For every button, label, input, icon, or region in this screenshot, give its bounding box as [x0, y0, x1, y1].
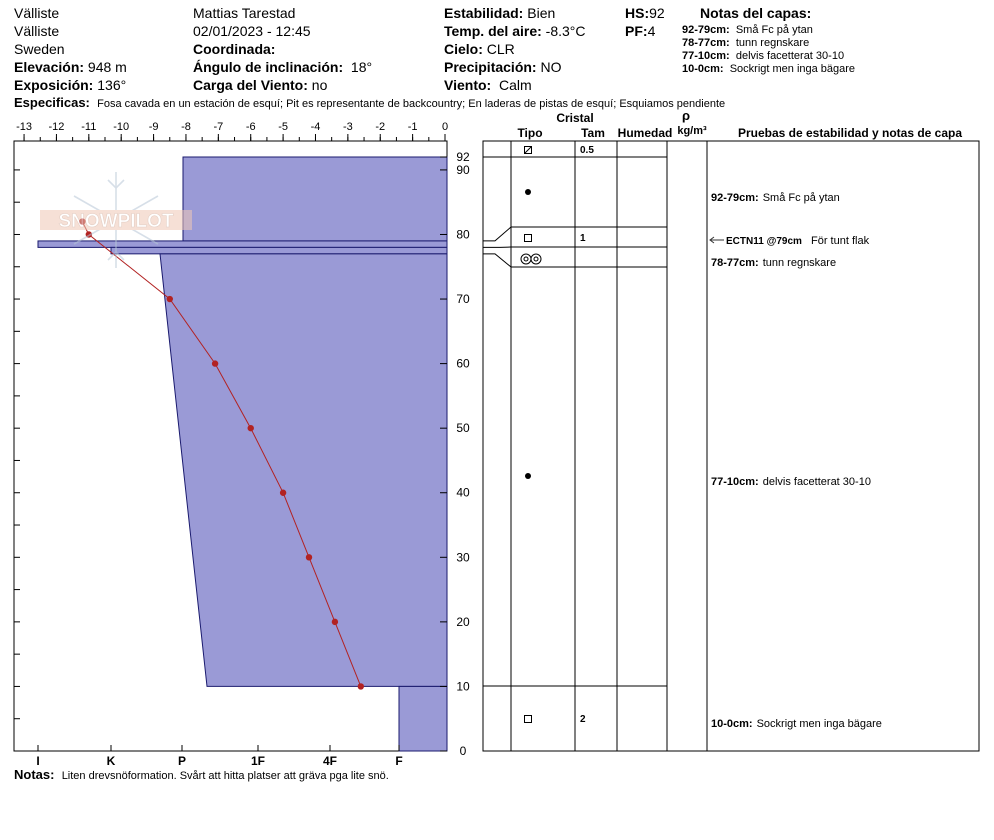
datetime: 02/01/2023 - 12:45 — [193, 23, 311, 39]
temperature-point — [332, 619, 338, 625]
aspect: Exposición: 136° — [14, 77, 127, 93]
country: Sweden — [14, 41, 65, 57]
stability-test-comment: För tunt flak — [811, 235, 870, 247]
layer-note-1: 92-79cm: Små Fc på ytan — [682, 24, 813, 36]
temp-tick-label: -12 — [48, 121, 65, 133]
depth-tick-label: 0 — [459, 744, 467, 758]
hardness-label: K — [106, 754, 116, 768]
temperature-point — [306, 554, 312, 560]
layer-note-3: 77-10cm: delvis facetterat 30-10 — [682, 50, 845, 62]
notes: Notas: Liten drevsnöformation. Svårt att hitta platser att gräva pga lite snö. — [14, 767, 389, 782]
header-tests: Pruebas de estabilidad y notas de capa — [737, 126, 963, 140]
slope-angle: Ángulo de inclinación: 18° — [193, 59, 373, 75]
depth-tick-label: 40 — [456, 485, 470, 500]
wind: Viento: Calm — [444, 77, 532, 93]
temp-tick-label: -11 — [81, 121, 97, 133]
depth-tick-label: 30 — [456, 550, 470, 565]
hardness-layer — [160, 254, 447, 687]
hardness-label: I — [36, 754, 40, 768]
faceted-icon — [525, 716, 532, 723]
melt-freeze-icon — [534, 257, 538, 261]
temp-tick-label: 0 — [441, 121, 449, 133]
header-cristal: Cristal — [556, 111, 594, 125]
melt-freeze-icon — [521, 254, 531, 264]
hardness-label: 4F — [322, 754, 338, 768]
location-1: Välliste — [14, 5, 60, 21]
observer: Mattias Tarestad — [193, 5, 296, 21]
temperature-point — [358, 683, 364, 689]
temperature-point — [280, 490, 286, 496]
layer-note-4: 10-0cm: Sockrigt men inga bägare — [682, 63, 856, 75]
coordinates: Coordinada: — [193, 41, 276, 57]
penetration-foot: PF:4 — [625, 23, 656, 39]
right-note-2: 78-77cm: tunn regnskare — [711, 257, 837, 269]
header-rho: ρ — [681, 108, 691, 123]
depth-connector — [483, 254, 511, 267]
hardness-layer — [38, 241, 447, 247]
depth-connector — [483, 227, 511, 241]
header-tam: Tam — [581, 126, 605, 140]
temperature-axis — [14, 121, 448, 141]
temp-tick-label: -10 — [113, 121, 130, 133]
header-tipo: Tipo — [517, 126, 543, 140]
grain-dot-icon — [525, 189, 531, 195]
temp-tick-label: -8 — [181, 121, 191, 133]
hardness-layer — [111, 247, 447, 253]
wind-loading: Carga del Viento: no — [193, 77, 328, 93]
depth-tick-label: 92 — [456, 150, 470, 164]
stability: Estabilidad: Bien — [444, 5, 556, 21]
temp-tick-label: -7 — [213, 121, 224, 133]
air-temp: Temp. del aire: -8.3°C — [444, 23, 586, 39]
grain-size: 1 — [580, 233, 586, 244]
melt-freeze-icon — [531, 254, 541, 264]
temperature-point — [212, 360, 218, 366]
temp-tick-label: -13 — [16, 121, 33, 133]
right-note-3: 77-10cm: delvis facetterat 30-10 — [711, 476, 871, 488]
grain-size: 2 — [580, 714, 586, 725]
location-2: Välliste — [14, 23, 60, 39]
layer-notes-title: Notas del capas: — [700, 5, 812, 21]
temperature-point — [167, 296, 173, 302]
sky: Cielo: CLR — [444, 41, 515, 57]
temp-tick-label: -9 — [148, 121, 159, 133]
right-note-4: 10-0cm: Sockrigt men inga bägare — [711, 718, 882, 730]
elevation: Elevación: 948 m — [14, 59, 127, 75]
svg-text:SNOWPILOT: SNOWPILOT — [58, 211, 174, 232]
hardness-layer — [183, 157, 447, 241]
hardness-layer — [399, 686, 447, 751]
hardness-axis — [36, 745, 402, 768]
temp-tick-label: -5 — [278, 121, 288, 133]
hardness-label: P — [177, 754, 187, 768]
depth-tick-label: 90 — [456, 162, 470, 177]
hardness-label: 1F — [250, 754, 266, 768]
depth-tick-label: 50 — [456, 421, 470, 436]
depth-tick-label: 80 — [456, 227, 470, 242]
temp-tick-label: -1 — [407, 121, 418, 133]
melt-freeze-icon — [524, 257, 528, 261]
header-density-unit: kg/m³ — [677, 125, 707, 137]
faceted-icon — [525, 235, 532, 242]
hardness-label: F — [395, 754, 403, 768]
precipitation: Precipitación: NO — [444, 59, 562, 75]
layer-note-2: 78-77cm: tunn regnskare — [682, 37, 810, 49]
depth-tick-label: 60 — [456, 356, 470, 371]
depth-tick-label: 70 — [456, 292, 470, 307]
right-note-1: 92-79cm: Små Fc på ytan — [711, 192, 840, 204]
faceted-diagonal-icon — [525, 147, 532, 154]
depth-tick-label: 10 — [456, 679, 470, 694]
grain-size: 0.5 — [580, 145, 594, 156]
temperature-point — [248, 425, 254, 431]
temp-tick-label: -3 — [342, 121, 353, 133]
header-humedad: Humedad — [617, 126, 673, 140]
hardness-layers — [38, 157, 447, 751]
stability-test-result: ECTN11 @79cm — [726, 236, 802, 247]
snow-height: HS:92 — [625, 5, 665, 21]
layer-table-frame — [483, 141, 979, 751]
temp-tick-label: -4 — [310, 121, 321, 133]
specifics: Especificas: Fosa cavada en un estación de esquí; Pit es representante de backcountry; En laderas de pistas de esquí; Esquiamos pendiente — [14, 95, 726, 110]
temp-tick-label: -2 — [375, 121, 386, 133]
temp-tick-label: -6 — [245, 121, 256, 133]
grain-dot-icon — [525, 473, 531, 479]
depth-tick-label: 20 — [456, 614, 470, 629]
